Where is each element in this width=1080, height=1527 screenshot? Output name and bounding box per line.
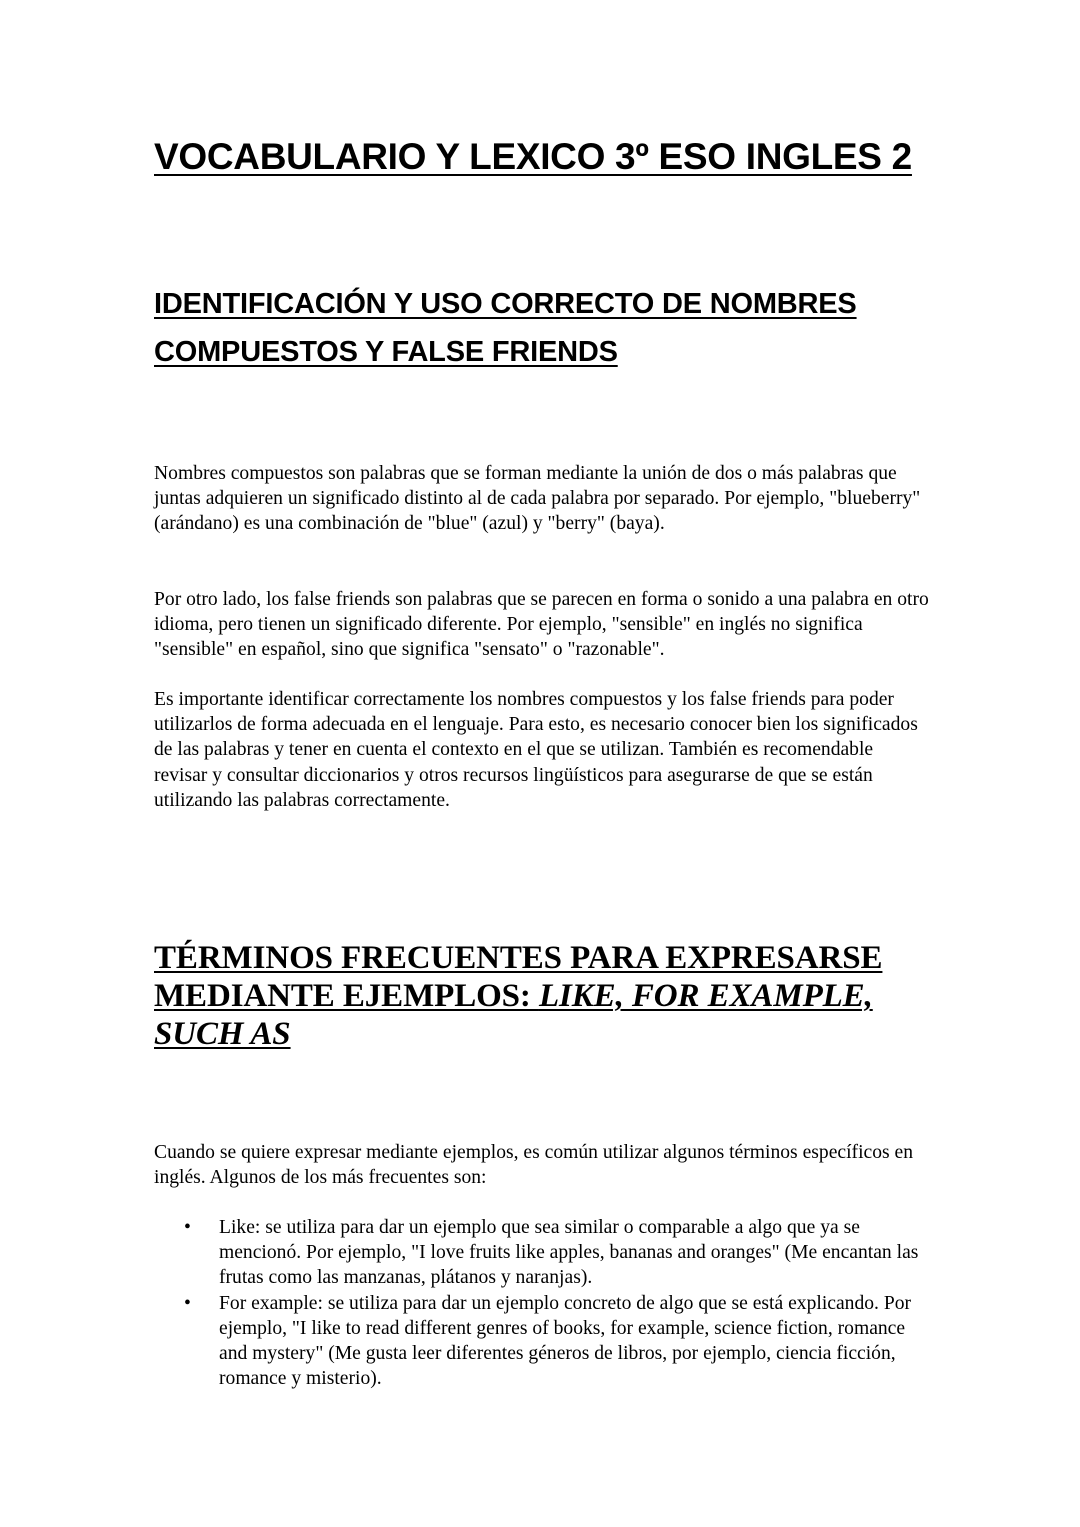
example-terms-list bbox=[154, 1215, 934, 1391]
paragraph-importance bbox=[154, 687, 929, 813]
list-item-text: For example: se utiliza para dar un ejemplo concreto de algo que se está explicando. Por ejemplo, "I like to read different genres of books, for example, science fiction, romance and mystery" (Me gusta leer diferentes géneros de libros, por ejemplo, ciencia ficción, romance y misterio). bbox=[219, 1292, 912, 1390]
section-heading-compound-nouns: IDENTIFICACIÓN Y USO CORRECTO DE NOMBRES COMPUESTOS Y FALSE FRIENDS bbox=[154, 288, 857, 368]
section-heading-example-terms bbox=[154, 939, 934, 1053]
heading-plain-part: TÉRMINOS FRECUENTES PARA EXPRESARSE MEDIANTE EJEMPLOS: bbox=[154, 940, 883, 1014]
paragraph-intro-examples bbox=[154, 1140, 929, 1190]
paragraph-false-friends bbox=[154, 587, 929, 663]
paragraph-text: Cuando se quiere expresar mediante ejemplos, es común utilizar algunos términos específicos en inglés. Algunos de los más frecuentes son: bbox=[154, 1142, 914, 1189]
bullet-icon: • bbox=[184, 1292, 191, 1314]
list-item-text: Like: se utiliza para dar un ejemplo que sea similar o comparable a algo que ya se mencionó. Por ejemplo, "I love fruits like apples, bananas and oranges" (Me encantan las frutas como las manzanas, plátanos y naranjas). bbox=[219, 1217, 919, 1289]
bullet-icon: • bbox=[184, 1217, 191, 1238]
paragraph-text: Es importante identificar correctamente los nombres compuestos y los false friends para poder utilizarlos de forma adecuada en el lenguaje. Para esto, es necesario conocer bien los significados de las palabras y tener en cuenta el contexto en el que se utilizan. También es recomendable revisar y consultar diccionarios y otros recursos lingüísticos para asegurarse de que se están utilizando las palabras correctamente. bbox=[154, 689, 918, 811]
paragraph-text: Nombres compuestos son palabras que se forman mediante la unión de dos o más palabras que juntas adquieren un significado distinto al de cada palabra por separado. Por ejemplo, "blueberry" (arándano) es una combinación de "blue" (azul) y "berry" (baya). bbox=[154, 463, 921, 535]
paragraph-text: Por otro lado, los false friends son palabras que se parecen en forma o sonido a una palabra en otro idioma, pero tienen un significado diferente. Por ejemplo, "sensible" en inglés no significa "sensible" en español, sino que significa "sensato" o "razonable". bbox=[154, 589, 929, 661]
heading-italic-part: LIKE, FOR EXAMPLE, SUCH AS bbox=[154, 978, 873, 1052]
paragraph-compound-nouns bbox=[154, 461, 929, 537]
list-item bbox=[154, 1215, 919, 1291]
list-item bbox=[154, 1291, 919, 1392]
page-title: VOCABULARIO Y LEXICO 3º ESO INGLES 2 bbox=[154, 136, 912, 177]
